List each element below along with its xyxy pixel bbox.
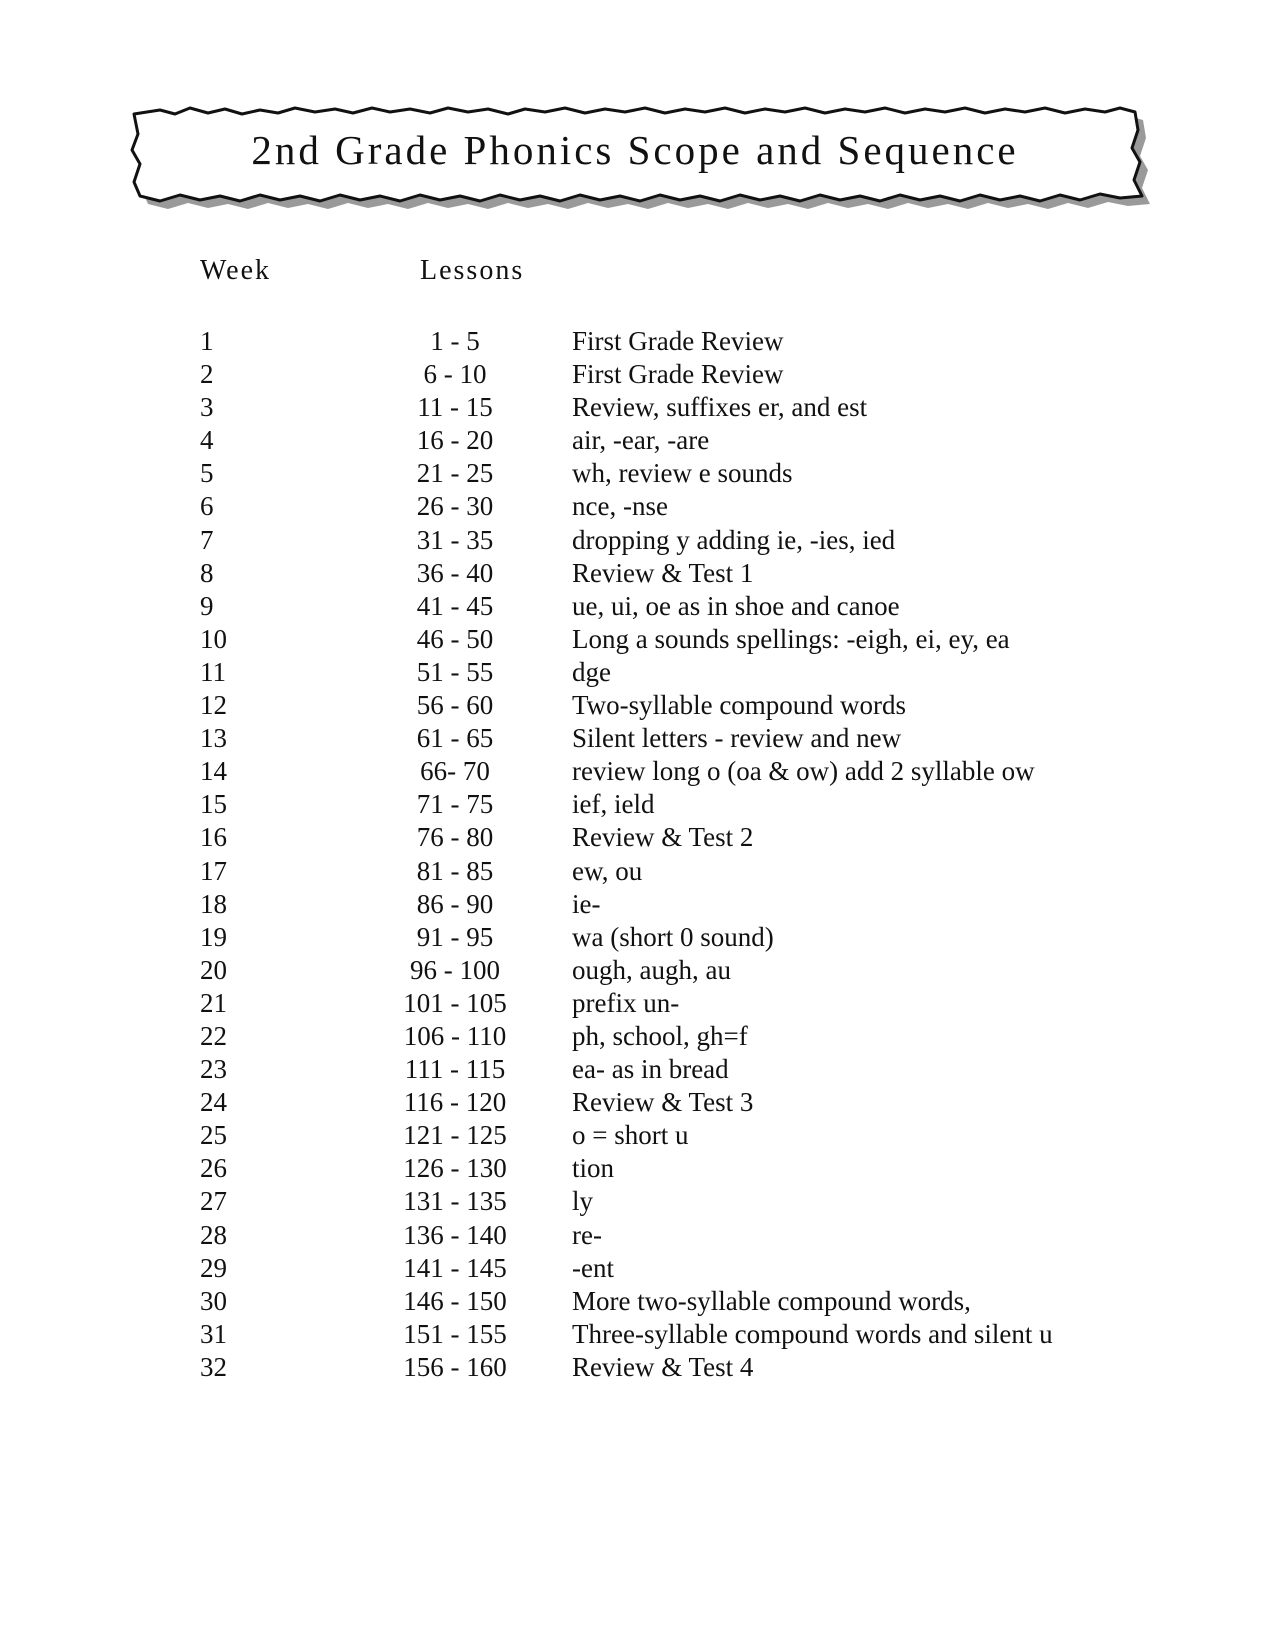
table-row [0, 689, 1275, 722]
lesson-topic: Long a sounds spellings: -eigh, ei, ey, ea [572, 623, 1010, 654]
lesson-topic: Review & Test 4 [572, 1351, 754, 1382]
table-row [0, 1086, 1275, 1119]
week-number: 6 [200, 491, 214, 522]
week-number: 31 [200, 1318, 227, 1349]
table-row [0, 1351, 1275, 1384]
lesson-range: 131 - 135 [403, 1186, 507, 1217]
table-row [0, 623, 1275, 656]
lesson-topic: Three-syllable compound words and silent u [572, 1318, 1053, 1349]
lesson-topic: dropping y adding ie, -ies, ied [572, 524, 896, 555]
lesson-range: 126 - 130 [403, 1153, 507, 1184]
week-number: 7 [200, 524, 214, 555]
lesson-range: 41 - 45 [416, 590, 494, 621]
lesson-topic: ough, augh, au [572, 954, 731, 985]
table-row [0, 954, 1275, 987]
lesson-range: 146 - 150 [403, 1285, 507, 1316]
week-number: 26 [200, 1153, 227, 1184]
table-row [0, 987, 1275, 1020]
week-number: 4 [200, 425, 214, 456]
week-number: 20 [200, 954, 227, 985]
table-row [0, 358, 1275, 391]
week-number: 5 [200, 458, 214, 489]
week-number: 11 [200, 656, 226, 687]
lesson-topic: Two-syllable compound words [572, 690, 907, 721]
lesson-range: 141 - 145 [403, 1252, 507, 1283]
table-row [0, 722, 1275, 755]
week-number: 8 [200, 557, 214, 588]
table-row [0, 590, 1275, 623]
lesson-range: 21 - 25 [416, 458, 494, 489]
week-number: 24 [200, 1087, 227, 1118]
lesson-topic: ief, ield [572, 789, 655, 820]
lesson-range: 26 - 30 [416, 491, 494, 522]
lesson-range: 136 - 140 [403, 1219, 507, 1250]
table-row [0, 1053, 1275, 1086]
week-number: 13 [200, 723, 227, 754]
table-row [0, 490, 1275, 523]
table-row [0, 1252, 1275, 1285]
week-header: Week [200, 255, 272, 286]
week-number: 23 [200, 1054, 227, 1085]
week-number: 1 [200, 326, 214, 356]
week-number: 29 [200, 1252, 227, 1283]
table-row [0, 524, 1275, 557]
lesson-range: 106 - 110 [403, 1020, 507, 1051]
lesson-range: 121 - 125 [403, 1120, 507, 1151]
schedule-list [0, 325, 1275, 1384]
lesson-range: 66- 70 [420, 756, 490, 787]
table-row [0, 656, 1275, 689]
lesson-range: 81 - 85 [416, 855, 494, 886]
lesson-range: 76 - 80 [416, 822, 494, 853]
lesson-topic: ew, ou [572, 855, 643, 886]
week-number: 18 [200, 888, 227, 919]
lesson-range: 6 - 10 [423, 359, 487, 390]
week-number: 19 [200, 921, 227, 952]
week-number: 25 [200, 1120, 227, 1151]
lesson-range: 101 - 105 [403, 987, 507, 1018]
week-number: 3 [200, 392, 214, 423]
table-row [0, 1219, 1275, 1252]
table-row [0, 1020, 1275, 1053]
lesson-topic: tion [572, 1153, 615, 1184]
lesson-topic: wa (short 0 sound) [572, 921, 774, 952]
lesson-range: 96 - 100 [410, 954, 500, 985]
lesson-topic: ly [572, 1186, 594, 1217]
week-number: 12 [200, 690, 227, 721]
lesson-topic: ue, ui, oe as in shoe and canoe [572, 590, 900, 621]
lesson-range: 71 - 75 [416, 789, 494, 820]
table-row [0, 325, 1275, 358]
lesson-topic: Review & Test 3 [572, 1087, 754, 1118]
lesson-topic: Review & Test 1 [572, 557, 754, 588]
lesson-topic: ea- as in bread [572, 1054, 729, 1085]
column-headers [0, 255, 1275, 295]
lesson-range: 61 - 65 [416, 723, 494, 754]
week-number: 17 [200, 855, 227, 886]
table-row [0, 855, 1275, 888]
lesson-topic: ie- [572, 888, 601, 919]
lesson-topic: re- [572, 1219, 602, 1250]
lesson-topic: Silent letters - review and new [572, 723, 902, 754]
lesson-range: 1 - 5 [430, 326, 480, 356]
week-number: 14 [200, 756, 227, 787]
lesson-topic: First Grade Review [572, 359, 784, 390]
lesson-topic: review long o (oa & ow) add 2 syllable ow [572, 756, 1035, 787]
table-row [0, 457, 1275, 490]
week-number: 9 [200, 590, 214, 621]
week-number: 22 [200, 1020, 227, 1051]
lesson-range: 56 - 60 [416, 690, 494, 721]
lesson-range: 51 - 55 [416, 656, 494, 687]
week-number: 28 [200, 1219, 227, 1250]
lesson-range: 116 - 120 [403, 1087, 507, 1118]
table-row [0, 821, 1275, 854]
lesson-topic: -ent [572, 1252, 614, 1283]
lesson-range: 36 - 40 [416, 557, 494, 588]
lesson-range: 31 - 35 [416, 524, 494, 555]
lesson-range: 86 - 90 [416, 888, 494, 919]
lessons-header: Lessons [420, 255, 525, 286]
table-row [0, 1152, 1275, 1185]
lesson-range: 151 - 155 [403, 1318, 507, 1349]
lesson-topic: nce, -nse [572, 491, 668, 522]
lesson-range: 111 - 115 [404, 1054, 506, 1085]
table-row [0, 1119, 1275, 1152]
lesson-topic: o = short u [572, 1120, 689, 1151]
table-row [0, 557, 1275, 590]
table-row [0, 788, 1275, 821]
week-number: 27 [200, 1186, 227, 1217]
lesson-topic: First Grade Review [572, 326, 784, 356]
lesson-topic: ph, school, gh=f [572, 1020, 748, 1051]
title-banner [120, 100, 1150, 210]
lesson-topic: More two-syllable compound words, [572, 1285, 971, 1316]
lesson-topic: Review & Test 2 [572, 822, 754, 853]
lesson-topic: wh, review e sounds [572, 458, 793, 489]
lesson-range: 156 - 160 [403, 1351, 507, 1382]
week-number: 16 [200, 822, 227, 853]
week-number: 21 [200, 987, 227, 1018]
week-number: 2 [200, 359, 214, 390]
table-row [0, 888, 1275, 921]
table-row [0, 1318, 1275, 1351]
table-row [0, 1185, 1275, 1218]
lesson-topic: Review, suffixes er, and est [572, 392, 868, 423]
page-title: 2nd Grade Phonics Scope and Sequence [251, 127, 1019, 173]
lesson-topic: prefix un- [572, 987, 680, 1018]
week-number: 30 [200, 1285, 227, 1316]
lesson-topic: air, -ear, -are [572, 425, 710, 456]
week-number: 10 [200, 623, 227, 654]
lesson-range: 11 - 15 [417, 392, 493, 423]
table-row [0, 424, 1275, 457]
table-row [0, 755, 1275, 788]
lesson-range: 16 - 20 [416, 425, 494, 456]
table-row [0, 921, 1275, 954]
week-number: 15 [200, 789, 227, 820]
week-number: 32 [200, 1351, 227, 1382]
table-row [0, 1285, 1275, 1318]
lesson-range: 91 - 95 [416, 921, 494, 952]
lesson-range: 46 - 50 [416, 623, 494, 654]
lesson-topic: dge [572, 656, 611, 687]
table-row [0, 391, 1275, 424]
